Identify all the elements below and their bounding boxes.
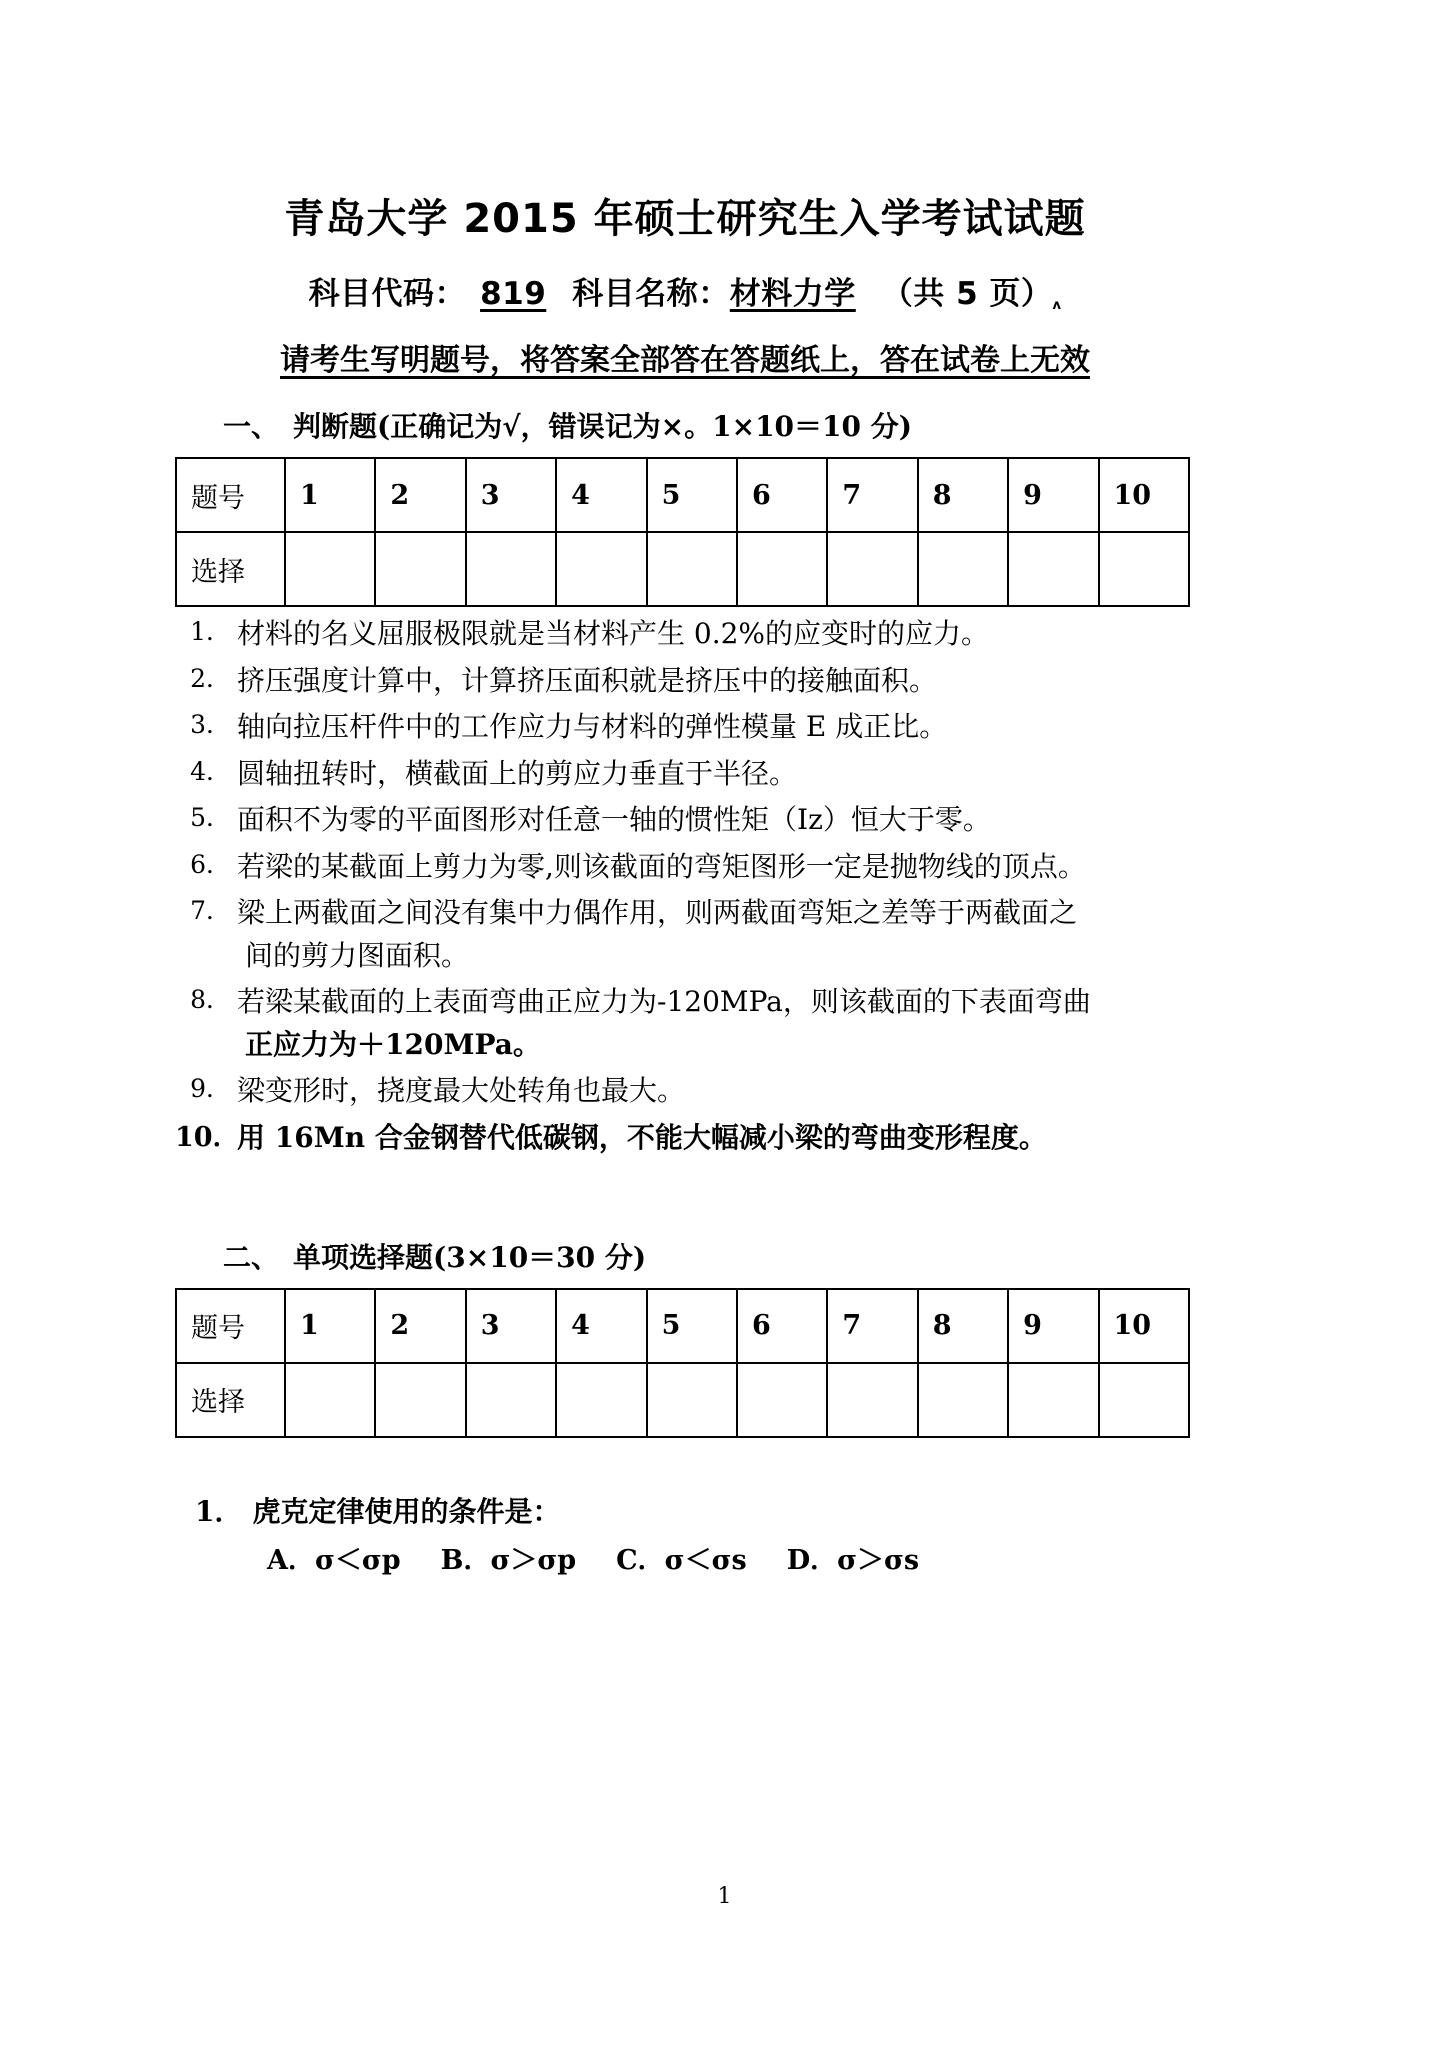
item-text: 梁变形时，挠度最大处转角也最大。 [237,1074,686,1108]
item-text-continued: 间的剪力图面积。 [245,938,470,972]
question-number-cell: 1 [285,1289,375,1363]
item-text: 轴向拉压杆件中的工作应力与材料的弹性模量 E 成正比。 [237,710,948,744]
page-title: 青岛大学 2015 年硕士研究生入学考试试题 [284,196,1086,242]
answer-cell[interactable] [737,1363,827,1437]
answer-cell[interactable] [466,1363,556,1437]
item-index: 7． [190,896,231,926]
answer-cell[interactable] [466,532,556,606]
true-false-question-list [175,613,1275,1160]
subject-line [175,268,1195,313]
row-label-answer: 选择 [176,532,285,606]
section-two-heading [175,1236,1275,1276]
question-number-cell: 6 [737,458,827,532]
subject-code-label: 科目代码： [308,276,467,312]
section-two-answer-table [175,1288,1190,1438]
item-index: 8． [190,985,231,1015]
answer-cell[interactable] [285,1363,375,1437]
table-row [176,1289,1189,1363]
mc-question-1-number: 1． [195,1494,243,1528]
list-item [175,613,1275,656]
answer-cell[interactable] [556,1363,646,1437]
answer-cell[interactable] [285,532,375,606]
mc-question-1-options [175,1538,1275,1577]
list-item [175,1117,1275,1160]
item-text: 梁上两截面之间没有集中力偶作用，则两截面弯矩之差等于两截面之 [237,896,1078,930]
question-number-cell: 9 [1008,458,1098,532]
answer-cell[interactable] [375,532,465,606]
table-row [176,458,1189,532]
question-number-cell: 8 [918,458,1008,532]
item-index: 6． [190,849,231,879]
mc-question-1 [175,1490,1275,1530]
list-item [175,981,1275,1066]
item-index: 1． [190,617,231,646]
item-index: 3． [190,710,231,740]
answer-cell[interactable] [647,532,737,606]
item-text: 若梁某截面的上表面弯曲正应力为-120MPa，则该截面的下表面弯曲 [237,985,1091,1019]
section-one-answer-table [175,457,1190,607]
question-number-cell: 4 [556,1289,646,1363]
section-two-number: 二、 [223,1240,280,1274]
row-label-question-number: 题号 [176,458,285,532]
list-item [175,706,1275,749]
mc-question-1-stem: 虎克定律使用的条件是： [252,1494,561,1528]
page-content [175,0,1275,1577]
item-index: 2． [190,663,231,693]
answer-cell[interactable] [1099,1363,1189,1437]
answer-cell[interactable] [918,532,1008,606]
question-number-cell: 7 [827,458,917,532]
question-number-cell: 7 [827,1289,917,1363]
answer-cell[interactable] [737,532,827,606]
question-number-cell: 6 [737,1289,827,1363]
question-number-cell: 3 [466,458,556,532]
question-number-cell: 1 [285,458,375,532]
list-item [175,799,1275,842]
question-number-cell: 9 [1008,1289,1098,1363]
mc-option-b[interactable]: B．σ＞σp [440,1544,577,1576]
table-row [176,532,1189,606]
section-two-title: 单项选择题(3×10＝30 分) [293,1240,647,1274]
row-label-question-number: 题号 [176,1289,285,1363]
mc-option-a[interactable]: A．σ＜σp [267,1544,401,1576]
list-item [175,660,1275,703]
answer-cell[interactable] [918,1363,1008,1437]
question-number-cell: 4 [556,458,646,532]
answer-cell[interactable] [556,532,646,606]
row-label-answer: 选择 [176,1363,285,1437]
page-number: 1 [717,1884,732,1909]
list-item [175,753,1275,796]
question-number-cell: 10 [1099,1289,1189,1363]
list-item [175,846,1275,889]
list-item [175,892,1275,977]
answer-cell[interactable] [1099,532,1189,606]
mc-option-d[interactable]: D．σ＞σs [786,1544,920,1576]
item-text: 用 16Mn 合金钢替代低碳钢，不能大幅减小梁的弯曲变形程度。 [237,1121,1047,1155]
exam-notice: 请考生写明题号，将答案全部答在答题纸上，答在试卷上无效 [280,343,1090,378]
item-index: 10． [175,1122,240,1154]
section-one-number: 一、 [223,410,280,443]
answer-cell[interactable] [1008,532,1098,606]
answer-cell[interactable] [827,532,917,606]
answer-cell[interactable] [375,1363,465,1437]
item-index: 4． [190,756,231,786]
question-number-cell: 2 [375,458,465,532]
subject-name-label: 科目名称： [572,276,730,312]
answer-cell[interactable] [827,1363,917,1437]
answer-cell[interactable] [647,1363,737,1437]
stray-mark: ʌ [1052,298,1062,313]
item-text: 面积不为零的平面图形对任意一轴的惯性矩（Iz）恒大于零。 [237,803,991,837]
list-item [175,1070,1275,1113]
pages-note: （共 5 页） [881,276,1053,312]
question-number-cell: 3 [466,1289,556,1363]
question-number-cell: 5 [647,458,737,532]
question-number-cell: 2 [375,1289,465,1363]
subject-code-value: 819 [480,276,547,312]
item-index: 9． [190,1074,231,1104]
section-one-heading [175,405,1275,445]
answer-cell[interactable] [1008,1363,1098,1437]
section-one-title: 判断题(正确记为√，错误记为×。1×10＝10 分) [293,410,912,443]
table-row [176,1363,1189,1437]
item-text: 材料的名义屈服极限就是当材料产生 0.2%的应变时的应力。 [237,617,990,650]
item-text: 圆轴扭转时，横截面上的剪应力垂直于半径。 [237,756,798,790]
question-number-cell: 10 [1099,458,1189,532]
item-text: 挤压强度计算中，计算挤压面积就是挤压中的接触面积。 [237,663,938,697]
mc-option-c[interactable]: C．σ＜σs [616,1544,747,1576]
question-number-cell: 5 [647,1289,737,1363]
item-index: 5． [190,803,231,833]
question-number-cell: 8 [918,1289,1008,1363]
item-text-continued: 正应力为＋120MPa。 [245,1027,541,1061]
subject-name-value: 材料力学 [729,276,856,312]
item-text: 若梁的某截面上剪力为零,则该截面的弯矩图形一定是抛物线的顶点。 [237,849,1086,883]
